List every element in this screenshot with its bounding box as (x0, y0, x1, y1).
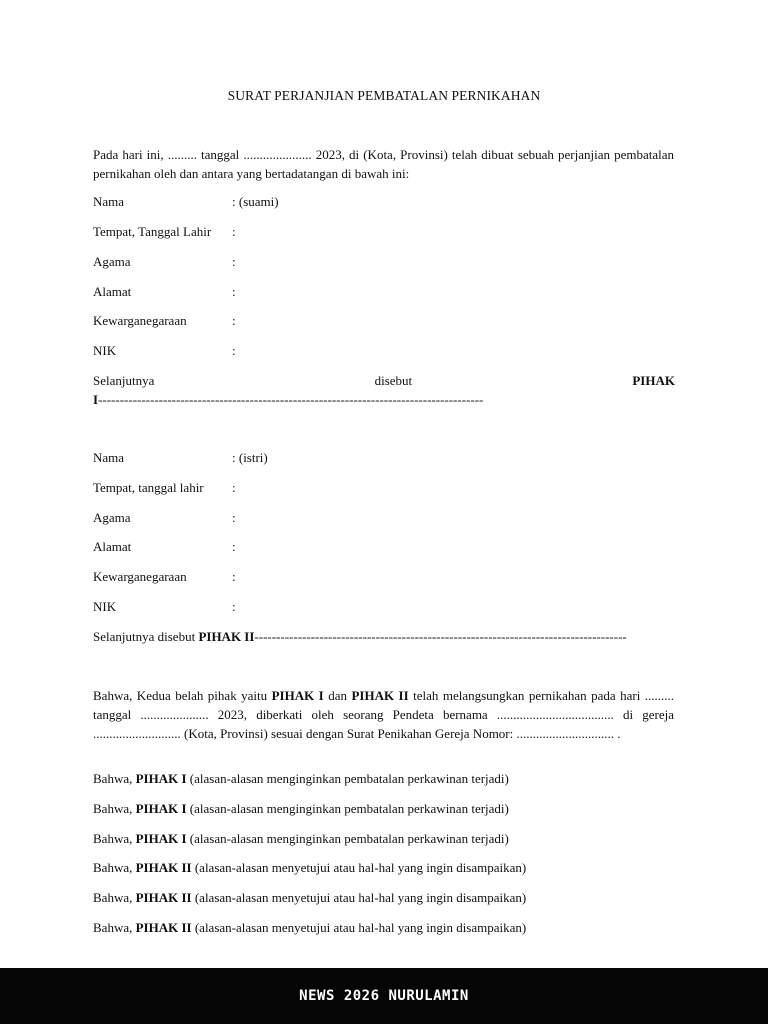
reason-line (93, 769, 509, 788)
statement-text: dan (323, 688, 352, 703)
footer-watermark-bar (0, 968, 768, 1024)
party1-designation (93, 371, 675, 409)
reason-text: (alasan-alasan menyetujui atau hal-hal yang ingin disampaikan) (191, 890, 527, 905)
reason-text: (alasan-alasan menginginkan pembatalan perkawinan terjadi) (186, 801, 509, 816)
field-label: Kewarganegaraan (93, 313, 187, 328)
field-label: Nama (93, 194, 125, 209)
party2-field-name (93, 449, 268, 467)
field-label: NIK (93, 599, 117, 614)
designation-word: Selanjutnya (93, 373, 155, 388)
designation-dashes: ----------------------------------------------------------------------------------------- (98, 392, 484, 407)
field-label: Agama (93, 254, 131, 269)
reason-party: PIHAK II (135, 890, 192, 905)
reason-prefix: Bahwa, (93, 801, 136, 816)
party1-field-religion (93, 253, 236, 271)
statement-paragraph (93, 686, 674, 743)
reason-text: (alasan-alasan menyetujui atau hal-hal yang ingin disampaikan) (191, 860, 527, 875)
designation-word: disebut (374, 373, 413, 388)
field-label: Tempat, tanggal lahir (93, 480, 204, 495)
party1-field-name (93, 193, 279, 211)
statement-text: Bahwa, Kedua belah pihak yaitu (93, 688, 272, 703)
reason-prefix: Bahwa, (93, 860, 136, 875)
intro-paragraph: Pada hari ini, ......... tanggal ..................... 2023, di (Kota, Provinsi) telah dibuat sebuah perjanjian pembatalan pernikahan oleh dan antara yang bertadatangan di bawah ini: (93, 147, 674, 181)
reason-party: PIHAK I (135, 771, 187, 786)
reason-party: PIHAK II (135, 920, 192, 935)
designation-dashes: -------------------------------------------------------------------------------------- (254, 629, 627, 644)
field-label: Agama (93, 510, 131, 525)
field-value: : (232, 539, 236, 554)
field-value: : (232, 224, 236, 239)
field-value: : (232, 480, 236, 495)
party1-field-address (93, 283, 236, 301)
statement-text: telah melangsungkan pernikahan pada hari ......... tanggal ..................... 2023, diberkati oleh seorang Pendeta bernama .................................... di gereja ........................... (Kota, Provinsi) sesuai dengan Surat Penikahan Gereja Nomor: .............................. . (93, 688, 675, 741)
field-value: : (232, 599, 236, 614)
party1-field-citizenship (93, 312, 236, 330)
reason-line (93, 829, 509, 848)
field-label: Alamat (93, 284, 132, 299)
party2-field-religion (93, 509, 236, 527)
reason-text: (alasan-alasan menginginkan pembatalan perkawinan terjadi) (186, 831, 509, 846)
field-value: : (232, 343, 236, 358)
party2-field-nik (93, 598, 236, 616)
field-label: Alamat (93, 539, 132, 554)
field-value: : (232, 254, 236, 269)
field-value: : (232, 569, 236, 584)
party2-field-birth (93, 479, 236, 497)
document-title: SURAT PERJANJIAN PEMBATALAN PERNIKAHAN (227, 88, 541, 103)
reason-party: PIHAK II (135, 860, 192, 875)
reason-line (93, 888, 526, 907)
field-label: NIK (93, 343, 117, 358)
field-value: : (232, 313, 236, 328)
reason-line (93, 918, 526, 937)
reason-line (93, 858, 526, 877)
reason-prefix: Bahwa, (93, 831, 136, 846)
designation-party: PIHAK (632, 373, 675, 388)
reason-prefix: Bahwa, (93, 771, 136, 786)
field-value: : (232, 284, 236, 299)
field-value: : (istri) (232, 450, 268, 465)
party2-field-citizenship (93, 568, 236, 586)
party1-field-nik (93, 342, 236, 360)
party2-designation (93, 627, 627, 646)
reason-text: (alasan-alasan menyetujui atau hal-hal yang ingin disampaikan) (191, 920, 527, 935)
reason-line (93, 799, 509, 818)
reason-prefix: Bahwa, (93, 890, 136, 905)
reason-party: PIHAK I (135, 801, 187, 816)
field-label: Nama (93, 450, 125, 465)
statement-party1: PIHAK I (271, 688, 324, 703)
party1-field-birth (93, 223, 236, 241)
field-label: Kewarganegaraan (93, 569, 187, 584)
reason-prefix: Bahwa, (93, 920, 136, 935)
field-label: Tempat, Tanggal Lahir (93, 224, 212, 239)
statement-party2: PIHAK II (351, 688, 409, 703)
party2-field-address (93, 538, 236, 556)
designation-party: PIHAK II (198, 629, 255, 644)
reason-text: (alasan-alasan menginginkan pembatalan perkawinan terjadi) (186, 771, 509, 786)
designation-party-number: I (93, 392, 99, 407)
footer-watermark: NEWS 2026 NURULAMIN (299, 988, 469, 1004)
reason-party: PIHAK I (135, 831, 187, 846)
field-value: : (suami) (232, 194, 279, 209)
field-value: : (232, 510, 236, 525)
designation-prefix: Selanjutnya disebut (93, 629, 199, 644)
